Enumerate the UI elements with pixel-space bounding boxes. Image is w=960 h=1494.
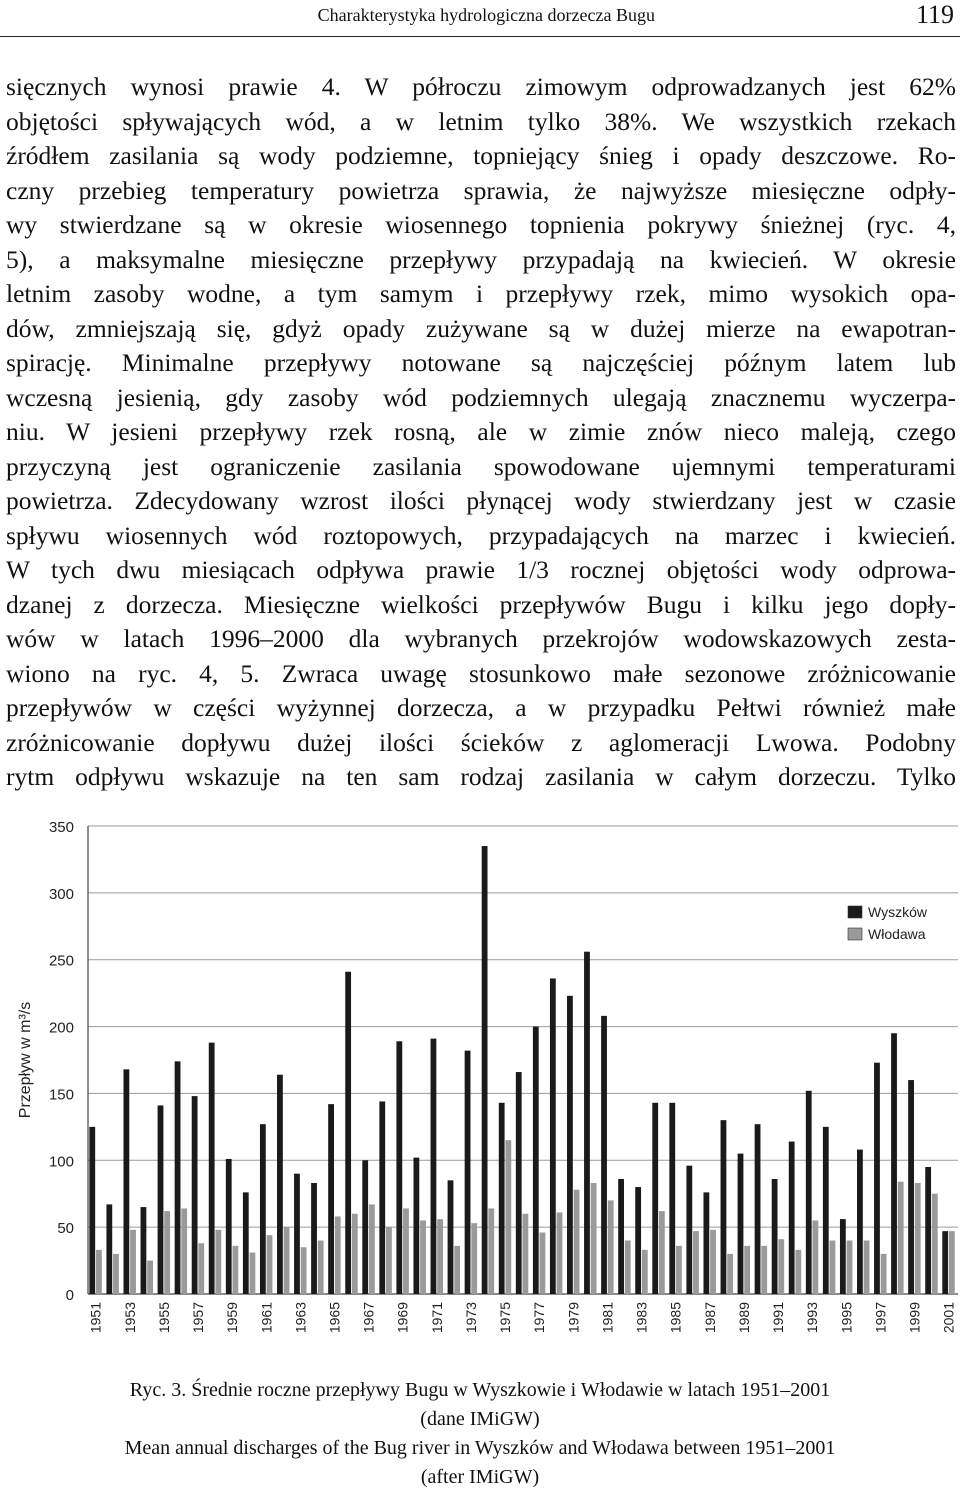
bar-wlodawa <box>812 1220 818 1294</box>
body-line: 5), a maksymalne miesięczne przepływy przypadają na kwiecień. W okresie <box>6 244 956 274</box>
bar-wlodawa <box>625 1241 631 1294</box>
bar-wyszkow <box>123 1069 129 1294</box>
legend-swatch <box>848 906 862 918</box>
bar-wlodawa <box>403 1208 409 1294</box>
body-line: dów, zmniejszają się, gdyż opady zużywane są w dużej mierze na ewapotran- <box>6 313 956 343</box>
bar-wyszkow <box>823 1127 829 1294</box>
bar-wlodawa <box>369 1204 375 1294</box>
caption-en-line2: (after IMiGW) <box>420 1466 540 1488</box>
bar-wlodawa <box>130 1230 136 1294</box>
bar-wyszkow <box>601 1016 607 1294</box>
x-tick-label: 1987 <box>701 1302 718 1334</box>
bar-wlodawa <box>164 1211 170 1294</box>
x-tick-label: 1981 <box>599 1302 616 1334</box>
bar-wlodawa <box>198 1243 204 1294</box>
bar-wlodawa <box>744 1246 750 1294</box>
x-tick-label: 1967 <box>360 1302 377 1334</box>
bar-wyszkow <box>789 1142 795 1294</box>
x-tick-label: 1963 <box>292 1302 309 1334</box>
bar-wlodawa <box>915 1183 921 1294</box>
bar-wlodawa <box>437 1219 443 1294</box>
bar-wyszkow <box>89 1127 95 1294</box>
x-tick-label: 1953 <box>121 1302 138 1334</box>
bar-wyszkow <box>942 1231 948 1294</box>
bar-wyszkow <box>413 1158 419 1294</box>
bar-wlodawa <box>693 1231 699 1294</box>
caption-en-line1: Mean annual discharges of the Bug river in Wyszków and Włodawa between 1951–2001 <box>124 1437 836 1459</box>
body-line: czny przebieg temperatury powietrza sprawia, że najwyższe miesięczne odpły- <box>6 175 956 205</box>
bar-wyszkow <box>175 1061 181 1294</box>
bar-wyszkow <box>652 1103 658 1294</box>
bar-wyszkow <box>448 1180 454 1294</box>
bar-wyszkow <box>106 1204 112 1294</box>
running-head: Charakterystyka hydrologiczna dorzecza Bugu <box>317 5 655 25</box>
y-tick-label: 300 <box>48 885 74 903</box>
body-text <box>6 70 956 795</box>
legend-label: Włodawa <box>868 926 926 942</box>
bar-wlodawa <box>949 1231 955 1294</box>
bar-wlodawa <box>778 1239 784 1294</box>
y-tick-label: 50 <box>57 1220 74 1238</box>
bar-wyszkow <box>669 1103 675 1294</box>
bar-wyszkow <box>277 1075 283 1294</box>
figure-caption <box>0 1376 960 1492</box>
bar-wyszkow <box>806 1091 812 1294</box>
x-tick-label: 1969 <box>394 1302 411 1334</box>
bar-wyszkow <box>192 1096 198 1294</box>
body-line: wczesną jesienią, gdy zasoby wód podziemnych ulegają znacznemu wyczerpa- <box>6 382 956 412</box>
bar-wyszkow <box>260 1124 266 1294</box>
y-tick-label: 350 <box>48 819 74 836</box>
bar-wyszkow <box>294 1174 300 1294</box>
x-tick-label: 2001 <box>940 1302 957 1334</box>
bar-wlodawa <box>540 1232 546 1294</box>
page-number: 119 <box>915 0 954 29</box>
bar-wyszkow <box>158 1105 164 1294</box>
x-tick-label: 1951 <box>87 1302 104 1334</box>
bar-wyszkow <box>618 1179 624 1294</box>
bar-wlodawa <box>659 1211 665 1294</box>
bar-wyszkow <box>635 1187 641 1294</box>
bar-wlodawa <box>727 1254 733 1294</box>
body-line: letnim zasoby wodne, a tym samym i przepływy rzek, mimo wysokich opa- <box>6 279 956 308</box>
bar-wyszkow <box>209 1043 215 1294</box>
bar-wyszkow <box>686 1166 692 1294</box>
bar-wyszkow <box>874 1063 880 1294</box>
x-tick-label: 1991 <box>770 1302 787 1334</box>
body-line: W tych dwu miesiącach odpływa prawie 1/3 rocznej objętości wody odprowa- <box>6 555 956 584</box>
y-tick-label: 250 <box>48 952 74 970</box>
discharge-bar-chart <box>0 810 960 1370</box>
bar-wlodawa <box>267 1235 273 1294</box>
bar-wlodawa <box>147 1261 153 1294</box>
bar-wlodawa <box>932 1194 938 1294</box>
bar-wyszkow <box>755 1124 761 1294</box>
body-line: niu. W jesieni przepływy rzek rosną, ale w zimie znów nieco maleją, czego <box>6 417 956 446</box>
bar-wlodawa <box>488 1208 494 1294</box>
bar-wyszkow <box>891 1033 897 1294</box>
x-tick-label: 1965 <box>326 1302 343 1334</box>
x-tick-label: 1983 <box>633 1302 650 1334</box>
bar-wyszkow <box>431 1039 437 1294</box>
bar-wlodawa <box>352 1214 358 1294</box>
bar-wlodawa <box>181 1208 187 1294</box>
y-axis-label: Przepływ w m³/s <box>17 1001 34 1119</box>
bar-wyszkow <box>345 972 351 1294</box>
bar-wlodawa <box>335 1216 341 1294</box>
bar-wlodawa <box>847 1241 853 1294</box>
body-line: wów w latach 1996–2000 dla wybranych przekrojów wodowskazowych zesta- <box>6 624 956 653</box>
body-line: spływu wiosennych wód roztopowych, przypadających na marzec i kwiecień. <box>6 520 956 550</box>
bar-wlodawa <box>864 1241 870 1294</box>
bar-wyszkow <box>379 1101 385 1294</box>
legend-label: Wyszków <box>868 904 927 920</box>
bar-wlodawa <box>761 1246 767 1294</box>
bar-wyszkow <box>465 1051 471 1294</box>
x-tick-label: 1955 <box>155 1302 172 1334</box>
body-line: źródłem zasilania są wody podziemne, topniejący śnieg i opady deszczowe. Ro- <box>6 141 956 170</box>
bar-wyszkow <box>550 978 556 1294</box>
bar-wyszkow <box>328 1104 334 1294</box>
legend-swatch <box>848 928 862 940</box>
bar-wlodawa <box>318 1241 324 1294</box>
bar-wyszkow <box>908 1080 914 1294</box>
body-line: rytm odpływu wskazuje na ten sam rodzaj zasilania w całym dorzeczu. Tylko <box>6 762 956 791</box>
bar-wlodawa <box>608 1200 614 1294</box>
bar-wlodawa <box>522 1214 528 1294</box>
bar-wlodawa <box>420 1220 426 1294</box>
bar-wlodawa <box>557 1212 563 1294</box>
x-tick-label: 1985 <box>667 1302 684 1334</box>
caption-pl-line2: (dane IMiGW) <box>420 1408 540 1430</box>
x-tick-label: 1959 <box>224 1302 241 1334</box>
body-line: zróżnicowanie dopływu dużej ilości ścieków z aglomeracji Lwowa. Podobny <box>6 727 956 757</box>
bar-wlodawa <box>215 1230 221 1294</box>
header-rule <box>0 36 960 37</box>
body-line: objętości spływających wód, a w letnim tylko 38%. We wszystkich rzekach <box>6 106 956 136</box>
bar-wyszkow <box>243 1192 249 1294</box>
bar-wyszkow <box>840 1219 846 1294</box>
body-line: sięcznych wynosi prawie 4. W półroczu zimowym odprowadzanych jest 62% <box>6 72 956 101</box>
bar-wlodawa <box>574 1190 580 1294</box>
bar-wyszkow <box>516 1072 522 1294</box>
bar-wyszkow <box>925 1167 931 1294</box>
bar-wlodawa <box>250 1253 256 1294</box>
x-tick-label: 1957 <box>190 1302 207 1334</box>
y-tick-label: 100 <box>48 1153 74 1171</box>
bar-wlodawa <box>898 1182 904 1294</box>
bar-wyszkow <box>857 1150 863 1294</box>
bar-wyszkow <box>772 1179 778 1294</box>
bar-wlodawa <box>881 1254 887 1294</box>
x-tick-label: 1973 <box>462 1302 479 1334</box>
bar-wyszkow <box>226 1159 232 1294</box>
x-tick-label: 1993 <box>804 1302 821 1334</box>
bar-wlodawa <box>830 1241 836 1294</box>
bar-wlodawa <box>795 1250 801 1294</box>
bar-wyszkow <box>533 1027 539 1294</box>
bar-wlodawa <box>113 1254 119 1294</box>
bar-wyszkow <box>482 846 488 1294</box>
x-tick-label: 1989 <box>735 1302 752 1334</box>
bar-wyszkow <box>738 1154 744 1294</box>
bar-wlodawa <box>386 1227 392 1294</box>
body-line: powietrza. Zdecydowany wzrost ilości płynącej wody stwierdzany jest w czasie <box>6 486 956 515</box>
y-tick-label: 200 <box>48 1019 74 1037</box>
caption-pl-line1: Ryc. 3. Średnie roczne przepływy Bugu w Wyszkowie i Włodawie w latach 1951–2001 <box>129 1379 831 1401</box>
bar-wyszkow <box>396 1041 402 1294</box>
x-tick-label: 1961 <box>258 1302 275 1334</box>
x-tick-label: 1995 <box>838 1302 855 1334</box>
x-tick-label: 1975 <box>497 1302 514 1334</box>
bar-wyszkow <box>141 1207 147 1294</box>
body-line: wy stwierdzane są w okresie wiosennego topnienia pokrywy śnieżnej (ryc. 4, <box>6 210 956 239</box>
bar-wlodawa <box>642 1250 648 1294</box>
bar-wyszkow <box>362 1160 368 1294</box>
x-tick-label: 1979 <box>565 1302 582 1334</box>
x-tick-label: 1997 <box>872 1302 889 1334</box>
x-tick-label: 1977 <box>531 1302 548 1334</box>
bar-wlodawa <box>454 1246 460 1294</box>
y-tick-label: 150 <box>48 1086 74 1104</box>
bar-wlodawa <box>710 1230 716 1294</box>
bar-wlodawa <box>505 1140 511 1294</box>
bar-wlodawa <box>284 1227 290 1294</box>
bar-wyszkow <box>703 1192 709 1294</box>
page-header <box>0 0 960 40</box>
bar-wlodawa <box>676 1246 682 1294</box>
x-tick-label: 1999 <box>906 1302 923 1334</box>
bar-wlodawa <box>232 1246 238 1294</box>
bar-wlodawa <box>96 1250 102 1294</box>
bar-wyszkow <box>584 952 590 1294</box>
bar-wyszkow <box>721 1120 727 1294</box>
body-line: spirację. Minimalne przepływy notowane są najczęściej późnym latem lub <box>6 348 956 377</box>
bar-wlodawa <box>301 1247 307 1294</box>
y-tick-label: 0 <box>65 1287 74 1304</box>
bar-wyszkow <box>499 1103 505 1294</box>
bar-wyszkow <box>567 996 573 1294</box>
bar-wlodawa <box>471 1223 477 1294</box>
bar-wlodawa <box>591 1183 597 1294</box>
body-line: wiono na ryc. 4, 5. Zwraca uwagę stosunkowo małe sezonowe zróżnicowanie <box>6 658 956 688</box>
body-line: przepływów w części wyżynnej dorzecza, a w przypadku Pełtwi również małe <box>6 693 956 722</box>
body-line: dzanej z dorzecza. Miesięczne wielkości przepływów Bugu i kilku jego dopły- <box>6 589 956 619</box>
x-tick-label: 1971 <box>428 1302 445 1334</box>
bar-wyszkow <box>311 1183 317 1294</box>
body-line: przyczyną jest ograniczenie zasilania spowodowane ujemnymi temperaturami <box>6 451 956 481</box>
